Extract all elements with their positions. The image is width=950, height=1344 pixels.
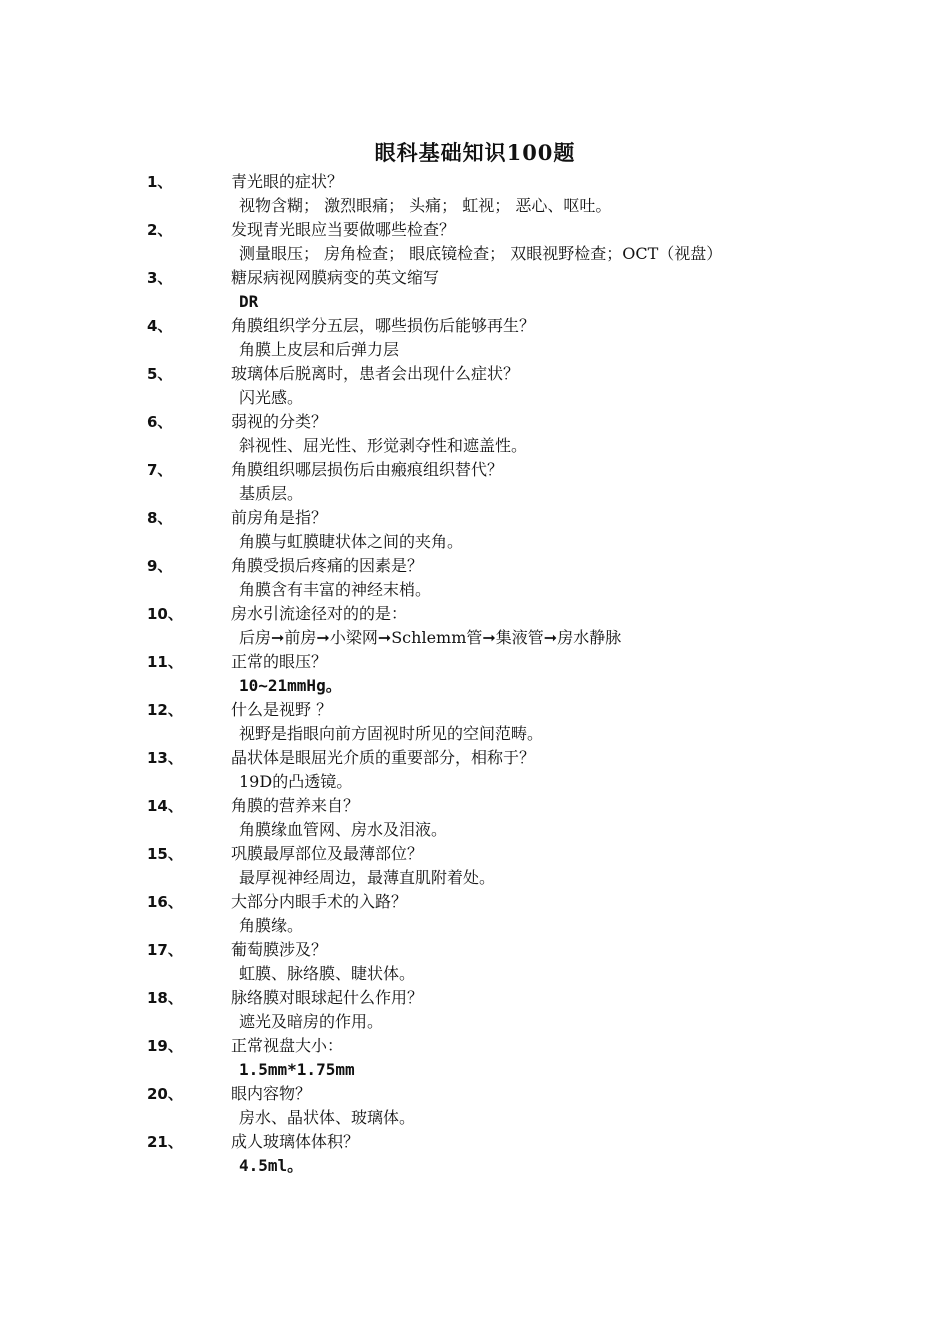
answer-text: DR (239, 292, 259, 311)
answer-text: 遮光及暗房的作用。 (239, 1012, 384, 1031)
question-text: 角膜受损后疼痛的因素是？ (231, 556, 424, 575)
qa-item-21 (147, 1130, 787, 1178)
qa-item-13 (147, 746, 787, 794)
answer-text: 角膜缘血管网、房水及泪液。 (239, 820, 448, 839)
answer-text: 后房➞前房➞小梁网➞Schlemm管➞集液管➞房水静脉 (239, 628, 622, 647)
answer-text: 测量眼压； 房角检查； 眼底镜检查； 双眼视野检查；OCT（视盘） (239, 244, 723, 263)
answer-text: 视物含糊； 激烈眼痛； 头痛； 虹视； 恶心、呕吐。 (239, 196, 612, 215)
answer-text: 基质层。 (239, 484, 304, 503)
answer-text: 角膜上皮层和后弹力层 (239, 340, 400, 359)
question-number: 6、 (147, 413, 173, 431)
question-text: 弱视的分类？ (231, 412, 328, 431)
question-text: 糖尿病视网膜病变的英文缩写 (231, 268, 440, 287)
answer-text: 闪光感。 (239, 388, 304, 407)
qa-item-18 (147, 986, 787, 1034)
question-text: 角膜的营养来自？ (231, 796, 360, 815)
qa-item-11 (147, 650, 787, 698)
question-number: 5、 (147, 365, 173, 383)
qa-item-10 (147, 602, 787, 650)
answer-text: 斜视性、屈光性、形觉剥夺性和遮盖性。 (239, 436, 528, 455)
qa-item-20 (147, 1082, 787, 1130)
answer-text: 视野是指眼向前方固视时所见的空间范畴。 (239, 724, 544, 743)
question-number: 13、 (147, 749, 183, 767)
answer-text: 最厚视神经周边，最薄直肌附着处。 (239, 868, 496, 887)
qa-item-17 (147, 938, 787, 986)
question-text: 大部分内眼手术的入路？ (231, 892, 408, 911)
question-number: 3、 (147, 269, 173, 287)
question-number: 10、 (147, 605, 183, 623)
question-text: 角膜组织学分五层，哪些损伤后能够再生？ (231, 316, 536, 335)
question-number: 18、 (147, 989, 183, 1007)
question-text: 眼内容物？ (231, 1084, 312, 1103)
qa-item-15 (147, 842, 787, 890)
qa-item-1 (147, 170, 787, 218)
question-text: 发现青光眼应当要做哪些检查？ (231, 220, 456, 239)
qa-item-19 (147, 1034, 787, 1082)
question-number: 8、 (147, 509, 173, 527)
question-text: 房水引流途径对的的是： (231, 604, 408, 623)
question-number: 7、 (147, 461, 173, 479)
question-text: 什么是视野 ？ (231, 700, 333, 719)
question-number: 1、 (147, 173, 173, 191)
question-number: 16、 (147, 893, 183, 911)
answer-text: 4.5ml。 (239, 1156, 304, 1175)
qa-item-5 (147, 362, 787, 410)
qa-item-4 (147, 314, 787, 362)
question-number: 12、 (147, 701, 183, 719)
question-number: 19、 (147, 1037, 183, 1055)
question-number: 11、 (147, 653, 183, 671)
answer-text: 角膜含有丰富的神经末梢。 (239, 580, 432, 599)
question-text: 葡萄膜涉及？ (231, 940, 328, 959)
question-number: 14、 (147, 797, 183, 815)
question-number: 21、 (147, 1133, 183, 1151)
question-text: 巩膜最厚部位及最薄部位？ (231, 844, 424, 863)
qa-item-16 (147, 890, 787, 938)
answer-text: 角膜与虹膜睫状体之间的夹角。 (239, 532, 464, 551)
qa-item-12 (147, 698, 787, 746)
answer-text: 角膜缘。 (239, 916, 304, 935)
question-text: 成人玻璃体体积？ (231, 1132, 360, 1151)
question-number: 9、 (147, 557, 173, 575)
qa-item-3 (147, 266, 787, 314)
qa-item-7 (147, 458, 787, 506)
answer-text: 19D的凸透镜。 (239, 772, 353, 791)
answer-text: 房水、晶状体、玻璃体。 (239, 1108, 416, 1127)
answer-text: 1.5mm*1.75mm (239, 1060, 355, 1079)
answer-text: 10~21mmHg。 (239, 676, 342, 695)
question-text: 前房角是指？ (231, 508, 328, 527)
question-number: 20、 (147, 1085, 183, 1103)
document-title: 眼科基础知识100题 (374, 140, 576, 165)
qa-list (147, 170, 787, 1178)
question-text: 青光眼的症状？ (231, 172, 344, 191)
qa-item-2 (147, 218, 787, 266)
qa-item-9 (147, 554, 787, 602)
question-number: 4、 (147, 317, 173, 335)
question-number: 2、 (147, 221, 173, 239)
qa-item-8 (147, 506, 787, 554)
answer-text: 虹膜、脉络膜、睫状体。 (239, 964, 416, 983)
question-number: 15、 (147, 845, 183, 863)
qa-item-6 (147, 410, 787, 458)
question-text: 正常视盘大小： (231, 1036, 344, 1055)
question-text: 晶状体是眼屈光介质的重要部分，相称于？ (231, 748, 536, 767)
qa-item-14 (147, 794, 787, 842)
question-text: 角膜组织哪层损伤后由瘢痕组织替代？ (231, 460, 504, 479)
question-text: 脉络膜对眼球起什么作用？ (231, 988, 424, 1007)
question-number: 17、 (147, 941, 183, 959)
question-text: 玻璃体后脱离时，患者会出现什么症状？ (231, 364, 520, 383)
question-text: 正常的眼压？ (231, 652, 328, 671)
